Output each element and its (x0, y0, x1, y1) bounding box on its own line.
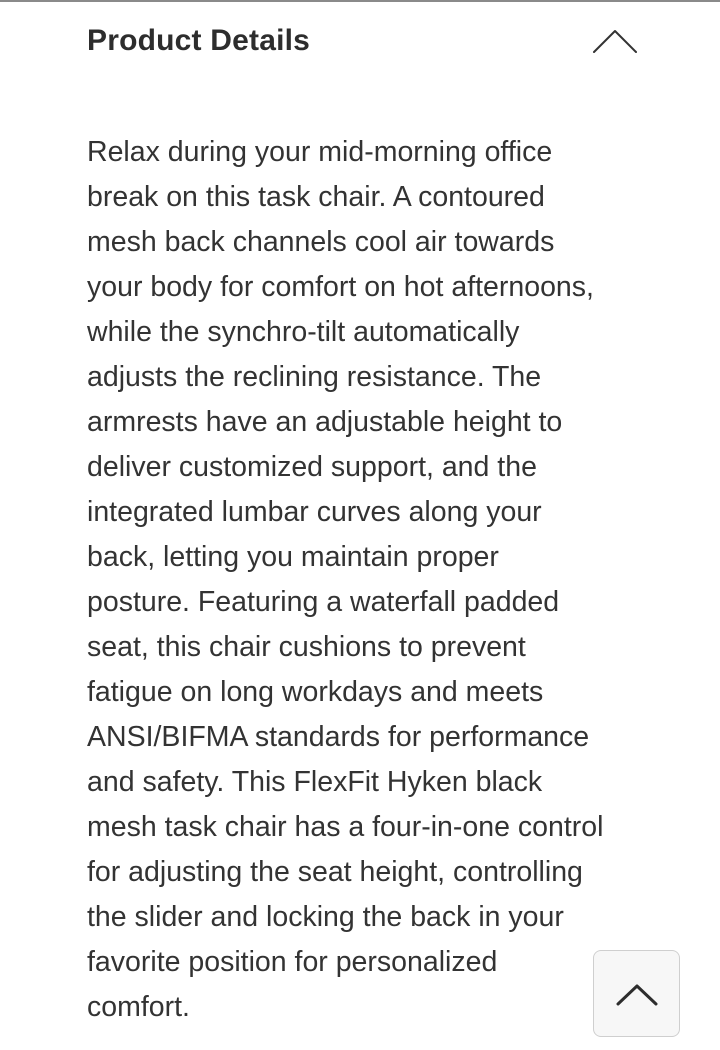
chevron-up-icon[interactable] (591, 26, 639, 56)
chevron-up-icon (614, 981, 660, 1007)
product-details-accordion-header[interactable] (87, 18, 637, 64)
chevron-up-icon-graphic (592, 28, 638, 54)
back-to-top-button[interactable] (593, 950, 680, 1037)
product-details-title: Product Details (87, 24, 311, 57)
product-description: Relax during your mid-morning office break on this task chair. A contoured mesh back channels cool air towards your body for comfort on hot afternoons, while the synchro-tilt automatically adjusts the reclining resistance. The armrests have an adjustable height to deliver customized support, and the integrated lumbar curves along your back, letting you maintain proper posture. Featuring a waterfall padded seat, this chair cushions to prevent fatigue on long workdays and meets ANSI/BIFMA standards for performance and safety. This FlexFit Hyken black mesh task chair has a four-in-one control for adjusting the seat height, controlling the slider and locking the back in your favorite position for personalized comfort. (87, 136, 604, 1023)
section-divider (0, 0, 720, 2)
